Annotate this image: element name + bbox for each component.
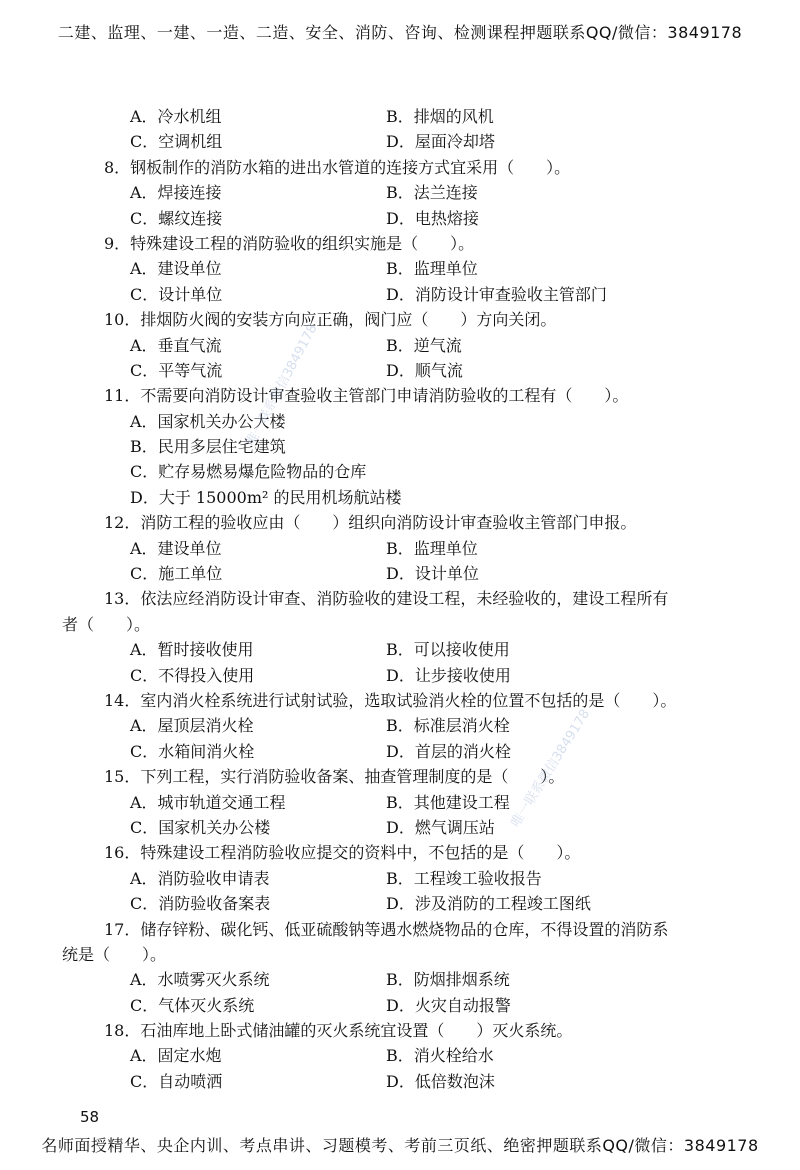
question-7-options-row-2	[62, 129, 742, 154]
option-d: D．屋面冷却塔	[386, 132, 495, 152]
question-8-options-row-1	[62, 180, 742, 205]
question-17-options-row-2	[62, 993, 742, 1018]
option-b: B．防烟排烟系统	[386, 970, 510, 990]
option-a: A．垂直气流	[130, 335, 222, 355]
option-d: D．电热熔接	[386, 208, 479, 228]
question-14-stem: 14．室内消火栓系统进行试射试验，选取试验消火栓的位置不包括的是（ ）。	[104, 690, 677, 710]
option-d: D．消防设计审查验收主管部门	[386, 284, 607, 304]
option-c: C．贮存易燃易爆危险物品的仓库	[130, 462, 367, 482]
option-c: C．国家机关办公楼	[130, 817, 271, 837]
watermark: 唯一联系微信3849178	[508, 706, 594, 831]
page-number: 58	[80, 1108, 100, 1126]
option-d: D．涉及消防的工程竣工图纸	[386, 894, 591, 914]
question-16-options-row-1	[62, 866, 742, 891]
option-c: C．空调机组	[130, 132, 223, 152]
option-a: A．建设单位	[130, 259, 222, 279]
question-17-stem: 17．储存锌粉、碳化钙、低亚硫酸钠等遇水燃烧物品的仓库，不得设置的消防系	[104, 919, 669, 939]
option-b: B．监理单位	[386, 259, 478, 279]
page-footer: 名师面授精华、央企内训、考点串讲、习题模考、考前三页纸、绝密押题联系QQ/微信：3849178	[41, 1136, 759, 1155]
option-b: B．标准层消火栓	[386, 716, 510, 736]
question-14-options-row-1	[62, 713, 742, 738]
option-d: D．大于 15000m² 的民用机场航站楼	[130, 487, 402, 507]
option-c: C．消防验收备案表	[130, 894, 271, 914]
question-10-options-row-1	[62, 333, 742, 358]
option-d: D．燃气调压站	[386, 817, 495, 837]
option-a: A．暂时接收使用	[130, 640, 254, 660]
option-d: D．让步接收使用	[386, 665, 511, 685]
option-a: A．建设单位	[130, 538, 222, 558]
question-13-stem-continued: 者（ ）。	[62, 614, 151, 634]
option-c: C．气体灭火系统	[130, 995, 255, 1015]
option-c: C．平等气流	[130, 360, 223, 380]
question-9-options-row-1	[62, 256, 742, 281]
option-a: A．国家机关办公大楼	[130, 411, 286, 431]
question-13-options-row-2	[62, 663, 742, 688]
question-12-options-row-2	[62, 561, 742, 586]
question-18-options-row-2	[62, 1069, 742, 1094]
question-18-stem: 18．石油库地上卧式储油罐的灭火系统宜设置（ ）灭火系统。	[104, 1021, 573, 1041]
option-b: B．工程竣工验收报告	[386, 868, 542, 888]
question-11-option-d-row	[62, 485, 742, 510]
question-13-options-row-1	[62, 637, 742, 662]
option-b: B．其他建设工程	[386, 792, 510, 812]
question-8-stem: 8．钢板制作的消防水箱的进出水管道的连接方式宜采用（ ）。	[104, 157, 571, 177]
question-16-options-row-2	[62, 891, 742, 916]
option-b: B．法兰连接	[386, 183, 478, 203]
option-a: A．水喷雾灭火系统	[130, 970, 270, 990]
option-a: A．城市轨道交通工程	[130, 792, 286, 812]
option-a: A．固定水炮	[130, 1046, 222, 1066]
option-d: D．顺气流	[386, 360, 463, 380]
watermark: 唯一联系微信3849178	[243, 321, 321, 449]
option-b: B．逆气流	[386, 335, 462, 355]
option-d: D．首层的消火栓	[386, 741, 511, 761]
option-a: A．消防验收申请表	[130, 868, 270, 888]
question-13-stem: 13．依法应经消防设计审查、消防验收的建设工程，未经验收的，建设工程所有	[104, 589, 669, 609]
option-b: B．消火栓给水	[386, 1046, 494, 1066]
option-b: B．监理单位	[386, 538, 478, 558]
question-10-options-row-2	[62, 358, 742, 383]
option-d: D．设计单位	[386, 564, 479, 584]
question-12-options-row-1	[62, 536, 742, 561]
question-16-stem: 16．特殊建设工程消防验收应提交的资料中，不包括的是（ ）。	[104, 843, 581, 863]
option-d: D．火灾自动报警	[386, 995, 511, 1015]
question-list	[62, 104, 742, 1094]
question-14-options-row-2	[62, 739, 742, 764]
option-d: D．低倍数泡沫	[386, 1071, 495, 1091]
question-10-stem: 10．排烟防火阀的安装方向应正确，阀门应（ ）方向关闭。	[104, 310, 557, 330]
page-header: 二建、监理、一建、一造、二造、安全、消防、咨询、检测课程押题联系QQ/微信：3849178	[57, 23, 743, 42]
option-c: C．水箱间消火栓	[130, 741, 255, 761]
question-11-option-c-row	[62, 459, 742, 484]
question-11-option-b-row	[62, 434, 742, 459]
question-17-options-row-1	[62, 967, 742, 992]
question-11-stem: 11．不需要向消防设计审查验收主管部门申请消防验收的工程有（ ）。	[104, 386, 629, 406]
option-c: C．施工单位	[130, 564, 223, 584]
option-a: A．屋顶层消火栓	[130, 716, 254, 736]
option-c: C．不得投入使用	[130, 665, 255, 685]
option-b: B．可以接收使用	[386, 640, 510, 660]
option-a: A．冷水机组	[130, 107, 222, 126]
question-9-stem: 9．特殊建设工程的消防验收的组织实施是（ ）。	[104, 233, 475, 253]
option-c: C．设计单位	[130, 284, 223, 304]
question-7-options-row-1	[62, 104, 742, 129]
question-12-stem: 12．消防工程的验收应由（ ）组织向消防设计审查验收主管部门申报。	[104, 513, 637, 533]
question-9-options-row-2	[62, 282, 742, 307]
question-8-options-row-2	[62, 206, 742, 231]
option-b: B．民用多层住宅建筑	[130, 437, 286, 457]
question-15-options-row-2	[62, 815, 742, 840]
question-15-options-row-1	[62, 790, 742, 815]
option-c: C．自动喷洒	[130, 1071, 223, 1091]
question-11-option-a-row	[62, 409, 742, 434]
question-17-stem-continued: 统是（ ）。	[62, 944, 167, 964]
question-18-options-row-1	[62, 1043, 742, 1068]
option-a: A．焊接连接	[130, 183, 222, 203]
option-b: B．排烟的风机	[386, 107, 494, 126]
option-c: C．螺纹连接	[130, 208, 223, 228]
question-15-stem: 15．下列工程，实行消防验收备案、抽查管理制度的是（ ）。	[104, 767, 565, 787]
